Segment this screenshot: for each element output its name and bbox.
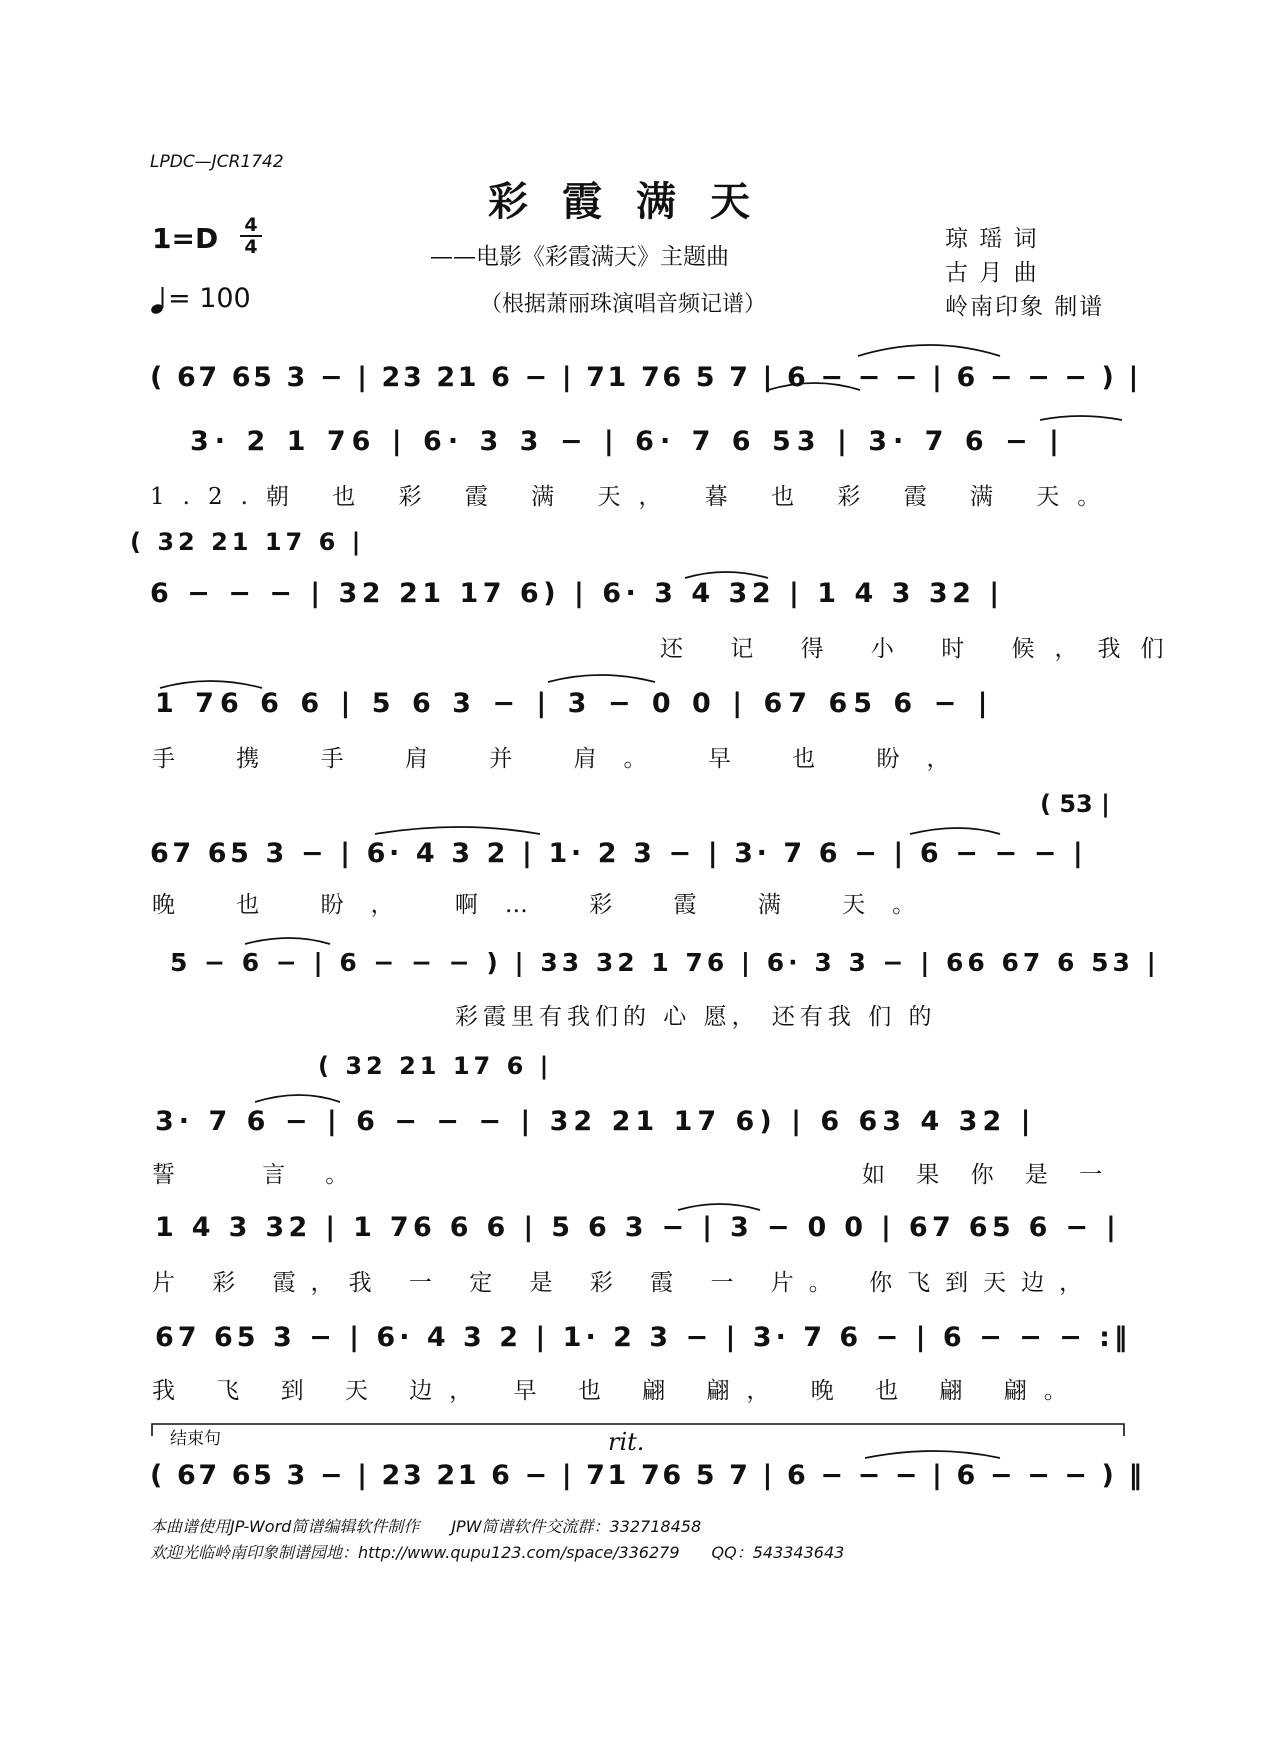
notation-line-7: 3· 7 6 − | 6 − − − | 32 21 17 6) | 6 63 4 32 | xyxy=(155,1106,1036,1137)
notation-line-3-intro: ( 32 21 17 6 | xyxy=(130,528,365,556)
slur-mark xyxy=(678,1204,760,1210)
time-signature-bottom: 4 xyxy=(240,235,262,257)
notation-line-4: 1 76 6 6 | 5 6 3 − | 3 − 0 0 | 67 65 6 − | xyxy=(155,688,994,719)
slur-mark xyxy=(160,681,262,688)
composer-credit: 古 月 曲 xyxy=(945,260,1039,286)
notation-line-9: 67 65 3 − | 6· 4 3 2 | 1· 2 3 − | 3· 7 6 − | 6 − − − :‖ xyxy=(155,1322,1132,1353)
slur-mark xyxy=(245,938,330,944)
notation-line-7-intro: ( 32 21 17 6 | xyxy=(318,1052,553,1080)
lyrics-line-8: 片 彩 霞，我 一 定 是 彩 霞 一 片。 你飞到天边， xyxy=(152,1270,1098,1296)
lyrics-line-6: 彩霞里有我们的 心 愿， 还有我 们 的 xyxy=(455,1004,937,1030)
lyrics-line-5: 晚 也 盼， 啊… 彩 霞 满 天。 xyxy=(152,892,943,918)
score-code: LPDC—JCR1742 xyxy=(150,152,284,172)
lyrics-line-4: 手 携 手 肩 并 肩。 早 也 盼， xyxy=(152,746,977,772)
tempo-value: = 100 xyxy=(168,283,251,314)
lyrics-line-7-left: 誓 言。 xyxy=(152,1162,389,1188)
slur-mark xyxy=(865,1451,1000,1458)
footer-website-note: 欢迎光临岭南印象制谱园地：http://www.qupu123.com/space/336279 QQ：543343643 xyxy=(150,1543,845,1562)
transcription-source: （根据萧丽珠演唱音频记谱） xyxy=(480,292,767,317)
lyrics-line-9: 我 飞 到 天 边， 早 也 翩 翩， 晚 也 翩 翩。 xyxy=(152,1378,1084,1404)
lyricist-credit: 琼 瑶 词 xyxy=(945,226,1039,252)
notation-line-5: 67 65 3 − | 6· 4 3 2 | 1· 2 3 − | 3· 7 6 − | 6 − − − | xyxy=(150,838,1087,869)
key-signature: 1=D xyxy=(152,222,219,255)
lyrics-line-3: 还 记 得 小 时 候，我们 xyxy=(660,636,1184,662)
notation-line-6: 5 − 6 − | 6 − − − ) | 33 32 1 76 | 6· 3 3 − | 66 67 6 53 | xyxy=(170,948,1160,977)
slur-mark xyxy=(768,383,860,390)
notation-line-3: 6 − − − | 32 21 17 6) | 6· 3 4 32 | 1 4 3 32 | xyxy=(150,578,1004,609)
slur-mark xyxy=(548,675,655,682)
lyrics-line-7-right: 如 果 你 是 一 xyxy=(862,1162,1115,1188)
slur-mark xyxy=(685,572,768,578)
lyrics-line-2: 1.2.朝 也 彩 霞 满 天， 暮 也 彩 霞 满 天。 xyxy=(150,484,1119,510)
notation-line-2: 3· 2 1 76 | 6· 3 3 − | 6· 7 6 53 | 3· 7 6 − | xyxy=(190,426,1065,457)
notation-line-1: ( 67 65 3 − | 23 21 6 − | 71 76 5 7 | 6 − − − | 6 − − − ) | xyxy=(150,362,1141,393)
slur-mark xyxy=(1040,416,1122,420)
footer-software-note: 本曲谱使用JP-Word简谱编辑软件制作 JPW简谱软件交流群：332718458 xyxy=(150,1517,702,1536)
notation-line-10: ( 67 65 3 − | 23 21 6 − | 71 76 5 7 | 6 − − − | 6 − − − ) ‖ xyxy=(150,1460,1145,1491)
slur-mark xyxy=(255,1095,340,1102)
ritardando-marking: rit. xyxy=(608,1428,645,1456)
ending-bracket xyxy=(152,1424,1124,1436)
time-signature-top: 4 xyxy=(244,214,258,236)
notation-line-8: 1 4 3 32 | 1 76 6 6 | 5 6 3 − | 3 − 0 0 | 67 65 6 − | xyxy=(155,1212,1121,1243)
ending-section-label: 结束句 xyxy=(170,1429,221,1449)
notation-line-5-intro: ( 53 | xyxy=(1040,790,1110,818)
slur-mark xyxy=(375,827,540,834)
song-subtitle: ——电影《彩霞满天》主题曲 xyxy=(430,244,729,270)
slur-mark xyxy=(910,828,1000,834)
slur-mark xyxy=(858,345,1000,356)
arranger-credit: 岭南印象 制谱 xyxy=(945,294,1105,320)
song-title: 彩霞满天 xyxy=(488,178,784,225)
